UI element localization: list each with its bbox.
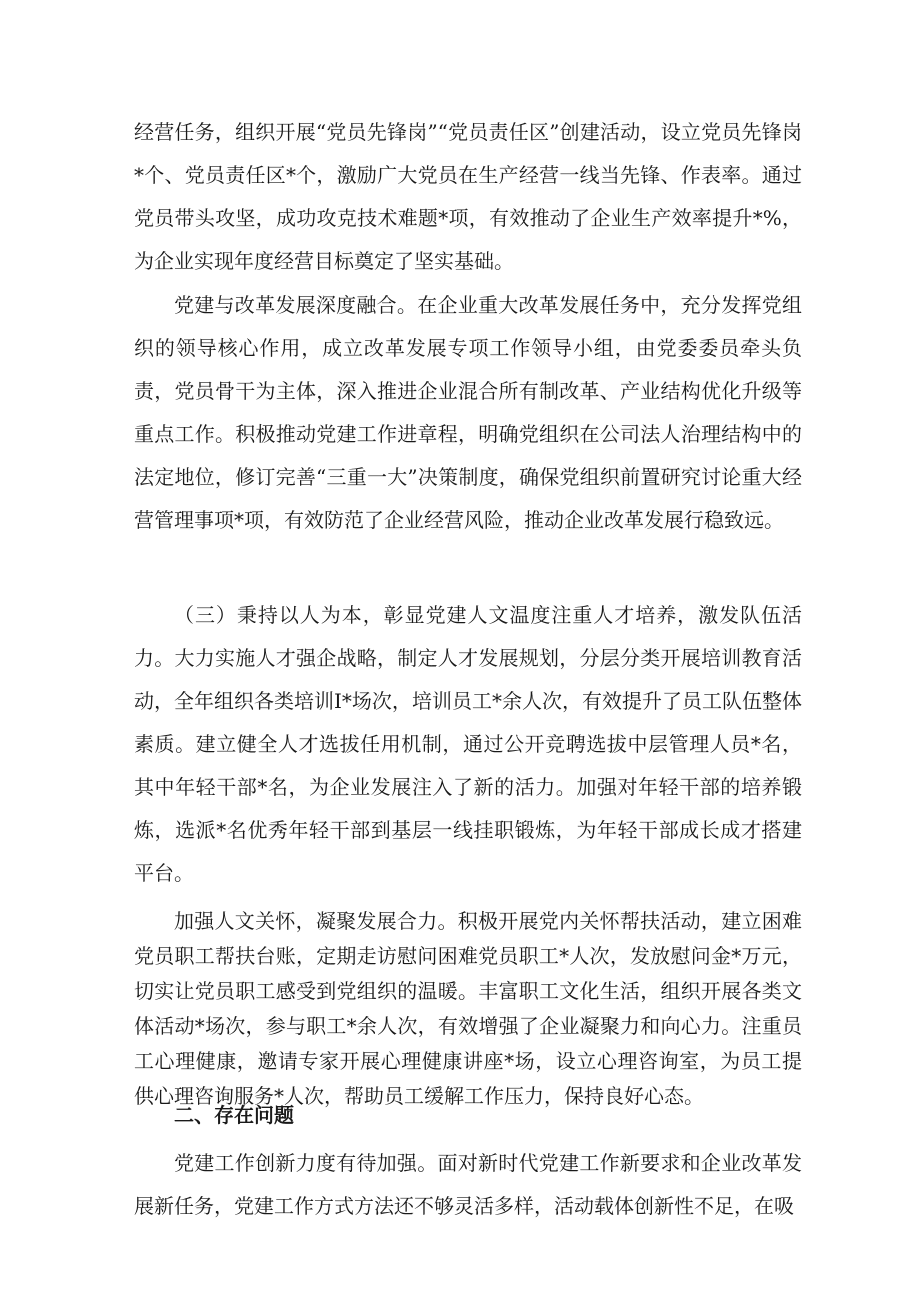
- paragraph-talent-cultivation: （三）秉持以人为本，彰显党建人文温度注重人才培养，激发队伍活力。大力实施人才强企战略，制定人才发展规划，分层分类开展培训教育活动，全年组织各类培训I*场次，培训员工*余人次，有效提升了员工队伍整体素质。建立健全人才选拔任用机制，通过公开竞聘选拔中层管理人员*名，其中年轻干部*名，为企业发展注入了新的活力。加强对年轻干部的培养锻炼，选派*名优秀年轻干部到基层一线挂职锻炼，为年轻干部成长成才搭建平台。: [134, 603, 802, 885]
- section-heading-existing-problems: 二、存在问题: [174, 1103, 294, 1127]
- paragraph-party-vanguard-posts: 经营任务，组织开展“党员先锋岗”“党员责任区”创建活动，设立党员先锋岗*个、党员责任区*个，激励广大党员在生产经营一线当先锋、作表率。通过党员带头攻坚，成功攻克技术难题*项，有效推动了企业生产效率提升*%，为企业实现年度经营目标奠定了坚实基础。: [134, 120, 802, 273]
- paragraph-reform-integration: 党建与改革发展深度融合。在企业重大改革发展任务中，充分发挥党组织的领导核心作用，成立改革发展专项工作领导小组，由党委委员牵头负责，党员骨干为主体，深入推进企业混合所有制改革、产业结构优化升级等重点工作。积极推动党建工作进章程，明确党组织在公司法人治理结构中的法定地位，修订完善“三重一大”决策制度，确保党组织前置研究讨论重大经营管理事项*项，有效防范了企业经营风险，推动企业改革发展行稳致远。: [134, 293, 802, 532]
- paragraph-humanistic-care: 加强人文关怀，凝聚发展合力。积极开展党内关怀帮扶活动，建立困难党员职工帮扶台账，定期走访慰问困难党员职工*人次，发放慰问金*万元，切实让党员职工感受到党组织的温暖。丰富职工文化生活，组织开展各类文体活动*场次，参与职工*余人次，有效增强了企业凝聚力和向心力。注重员工心理健康，邀请专家开展心理健康讲座*场，设立心理咨询室，为员工提供心理咨询服务*人次，帮助员工缓解工作压力，保持良好心态。: [134, 909, 802, 1108]
- paragraph-innovation-issue: 党建工作创新力度有待加强。面对新时代党建工作新要求和企业改革发展新任务，党建工作方式方法还不够灵活多样，活动载体创新性不足，在吸: [134, 1151, 802, 1218]
